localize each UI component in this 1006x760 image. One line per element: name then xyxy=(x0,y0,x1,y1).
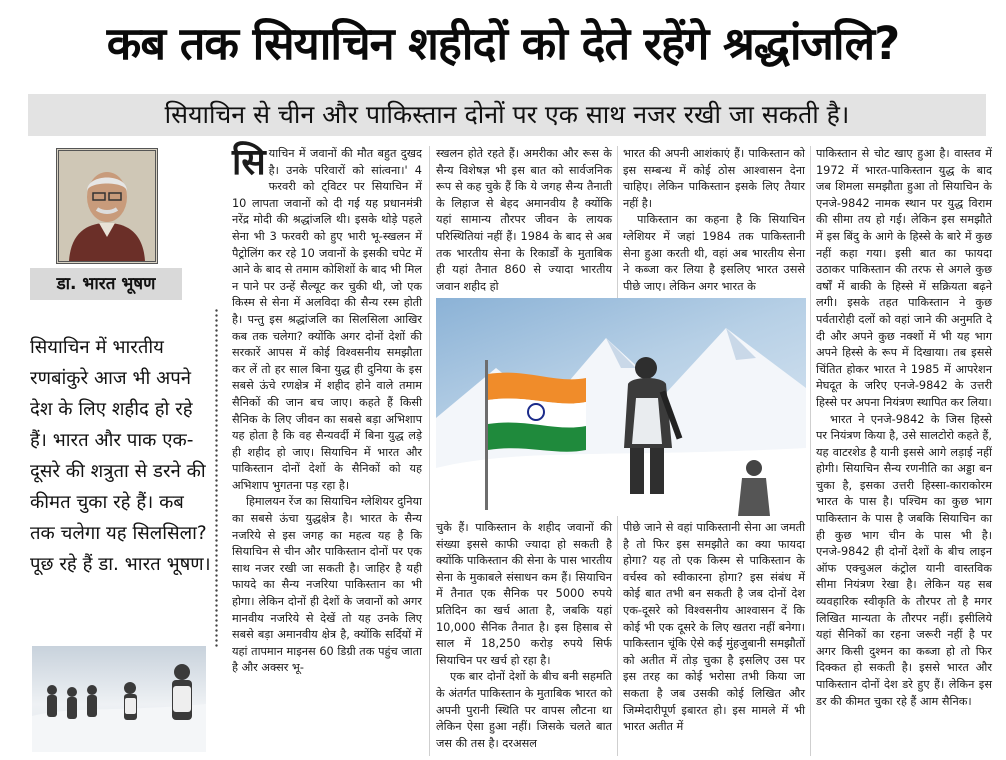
paragraph: एक बार दोनों देशों के बीच बनी सहमति के अंतर्गत पाकिस्तान के मुताबिक भारत को अपनी पुरानी स्थिति पर वापस लौटना था लेकिन ऐसा हुआ नहीं। जिसके चलते बात जस की तस है। दरअसल xyxy=(436,670,612,750)
author-name: डा. भारत भूषण xyxy=(56,274,156,294)
column-1 xyxy=(232,142,422,677)
paragraph: भारत ने एनजे-9842 के जिस हिस्से पर नियंत्रण किया है, उसे सालटोरो कहते हैं, यह वाटरशेड है यानी इससे आगे लड़ाई नहीं होगी। सियाचिन सैन्य रणनीति का अड्डा बन चुका है, इसका उत्तरी हिस्सा-काराकोरम भारत के पास है। पश्चिम का कुछ भाग पाकिस्तान के पास है जबकि सियाचिन का ही कुछ भाग चीन के पास भी है। एनजे-9842 ही दोनों देशों के बीच लाइन ऑफ एक्चुअल कंट्रोल यानी वास्तविक सीमा नियंत्रण रेखा है। लेकिन यह सब व्यवहारिक स्वीकृति के तौरपर तो है मगर लिखित मान्यता के तौरपर नहीं। इसीलिये यहां सैनिकों का रहना जरूरी नहीं है पर अगर किसी दुश्मन का कब्जा हो तो फिर दिक्कत हो सकती है। इससे भारत और पाकिस्तान दोनों देश डरे हुए हैं। लेकिन इस डर की कीमत चुका रहे हैं आम सैनिक। xyxy=(816,412,992,708)
headline: कब तक सियाचिन शहीदों को देते रहेंगे श्रद्धांजलि? xyxy=(106,17,900,70)
column-3-bottom xyxy=(623,520,805,736)
paragraph: पाकिस्तान से चोट खाए हुआ है। वास्तव में 1972 में भारत-पाकिस्तान युद्ध के बाद जब शिमला समझौता हुआ तो सियाचिन के एनजे-9842 नामक स्थान पर युद्ध विराम की सीमा तय हो गई। लेकिन इस समझौते में इस बिंदु के आगे के हिस्से के बारे में कुछ नहीं कहा गया। इसी बात का फायदा उठाकर पाकिस्तान की तरफ से अगले कुछ वर्षों में बाकी के हिस्से में सक्रियता बढ़ने लगी। इसके तहत पाकिस्तान ने कुछ पर्वतारोही दलों को वहां जाने की अनुमति दे दी और अपने कुछ नक्शों में भी यह भाग अपने हिस्से के रूप में दिखाया। तब इससे चिंतित होकर भारत ने 1985 में आपरेशन मेघदूत के जरिए एनजे-9842 के उत्तरी हिस्से पर अपना नियंत्रण स्थापित कर लिया। xyxy=(816,147,992,409)
side-photo xyxy=(32,646,206,752)
dropcap: सि xyxy=(232,142,266,183)
main-photo xyxy=(436,298,806,516)
paragraph: स्खलन होते रहते हैं। अमरीका और रूस के सैन्य विशेषज्ञ भी इस बात को सार्वजनिक रूप से कह चुके हैं कि ये जगह सैन्य तैनाती के लिहाज से बेहद अमानवीय है क्योंकि यहां सामान्य तौरपर जीवन के लायक परिस्थितियां नहीं हैं। 1984 के बाद से अब तक भारतीय सेना के रिकार्डों के मुताबिक ही यहां तैनात 860 से ज्यादा भारतीय जवान शहीद हो xyxy=(436,147,612,293)
column-2-top xyxy=(436,146,612,295)
column-4 xyxy=(816,146,992,710)
column-rule xyxy=(810,146,811,756)
paragraph: भारत की अपनी आशंकाएं हैं। पाकिस्तान को इस सम्बन्ध में कोई ठोस आश्वासन देना चाहिए। लेकिन पाकिस्तान इसके लिए तैयार नहीं है। xyxy=(623,147,805,210)
paragraph: सियाचिन में जवानों की मौत बहुत दुखद है। उनके परिवारों को सांत्वना।' 4 फरवरी को ट्विटर पर सियाचिन में 10 लापता जवानों को दी गई यह प्रधानमंत्री नरेंद्र मोदी की श्रद्धांजलि थी। इसके थोड़े पहले सेना भी 3 फरवरी को हुए भारी भू-स्खलन में पैट्रोलिंग कर रहे 10 जवानों के इसकी चपेट में आने के बाद से तमाम कोशिशों के बाद भी मिल न पाने पर उन्हें सैल्यूट कर चुकी थी, जो एक किस्म से सेना में अलविदा की सैन्य रस्म होती है। पन्तु इस श्रद्धांजलि का सिलसिला आखिर कब तक चलेगा? क्योंकि अगर दोनों देशों की सरकारें आपस में कोई विश्वसनीय समझौता कर लें तो हर साल बिना युद्ध ही दुनिया के इस सबसे ऊंचे रणक्षेत्र में शहीद होने वाले तमाम सैनिकों की जान बच जाए। कहते हैं किसी सैनिक के लिए जीवन का सबसे बड़ा अभिशाप यह होता है कि वह सैन्यवर्दी में बिना युद्ध लड़े ही शहीद हो जाए। सियाचिन में भारत और पाकिस्तान दोनों देशों के सैनिकों को यह अभिशाप भुगतना पड़ रहा है। xyxy=(232,142,422,492)
column-2-bottom xyxy=(436,520,612,752)
byline-box xyxy=(30,268,182,300)
dotted-divider xyxy=(214,308,219,648)
paragraph: चुके हैं। पाकिस्तान के शहीद जवानों की संख्या इससे काफी ज्यादा हो सकती है क्योंकि पाकिस्तान की सेना के पास भारतीय सेना के मुकाबले संसाधन कम हैं। सियाचिन में तैनात एक सैनिक पर 5000 रुपये प्रतिदिन का खर्च आता है, जबकि यहां 10,000 सैनिक तैनात है। इस हिसाब से साल में 18,250 करोड़ रुपये सिर्फ सियाचिन पर खर्च हो रहा है। xyxy=(436,521,612,667)
subheadline-bar xyxy=(28,94,986,136)
paragraph: हिमालयन रेंज का सियाचिन ग्लेशियर दुनिया का सबसे ऊंचा युद्धक्षेत्र है। भारत के सैन्य नजरिये से इस जगह का महत्व यह है कि सियाचिन से चीन और पाकिस्तान दोनों पर एक साथ नजर रखी जा सकती है। जाहिर है यही फायदे का सैन्य नजरिया पाकिस्तान का भी होगा। लेकिन दोनों ही देशों के जवानों को अगर मानवीय नजरिये से देखें तो यह उनके लिए सबसे बड़ा अमानवीय क्षेत्र है, क्योंकि सर्दियों में यहां तापमान माइनस 60 डिग्री तक पहुंच जाता है और अक्सर भू- xyxy=(232,495,422,675)
column-rule xyxy=(429,146,430,756)
paragraph: पाकिस्तान का कहना है कि सियाचिन ग्लेशियर में जहां 1984 तक पाकिस्तानी सेना हुआ करती थी, वहां अब भारतीय सेना ने कब्जा कर लिया है इसलिए भारत उससे पीछे जाए। लेकिन अगर भारत के xyxy=(623,213,805,293)
pull-quote: सियाचिन में भारतीय रणबांकुरे आज भी अपने देश के लिए शहीद हो रहे हैं। भारत और पाक एक-दूसरे की शत्रुता से डरने की कीमत चुका रहे हैं। कब तक चलेगा यह सिलसिला? पूछ रहे हैं डा. भारत भूषण। xyxy=(30,337,211,575)
soldiers-in-snow-icon xyxy=(32,646,206,752)
subheadline: सियाचिन से चीन और पाकिस्तान दोनों पर एक साथ नजर रखी जा सकती है। xyxy=(164,100,850,129)
soldier-with-flag-icon xyxy=(436,298,806,516)
paragraph: पीछे जाने से वहां पाकिस्तानी सेना आ जमती है तो फिर इस समझौते का क्या फायदा होगा? यह तो एक किस्म से पाकिस्तान के वर्चस्व को स्वीकारना होगा? इस संबंध में कोई बात तभी बन सकती है जब दोनों देश एक-दूसरे को विश्वसनीय आश्वासन दें कि कोई भी एक दूसरे के लिए खतरा नहीं बनेगा। पाकिस्तान चूंकि ऐसे कई मुंहजुबानी समझौतों को अतीत में तोड़ चुका है इसलिए उस पर इस तरह का कोई भरोसा तभी किया जा सकता है जब उसकी कोई लिखित और जिम्मेदारीपूर्ण इबारत हो। इस मामले में भी भारत अतीत में xyxy=(623,521,805,734)
author-photo xyxy=(56,148,158,264)
column-3-top xyxy=(623,146,805,295)
author-portrait-icon xyxy=(59,151,155,261)
